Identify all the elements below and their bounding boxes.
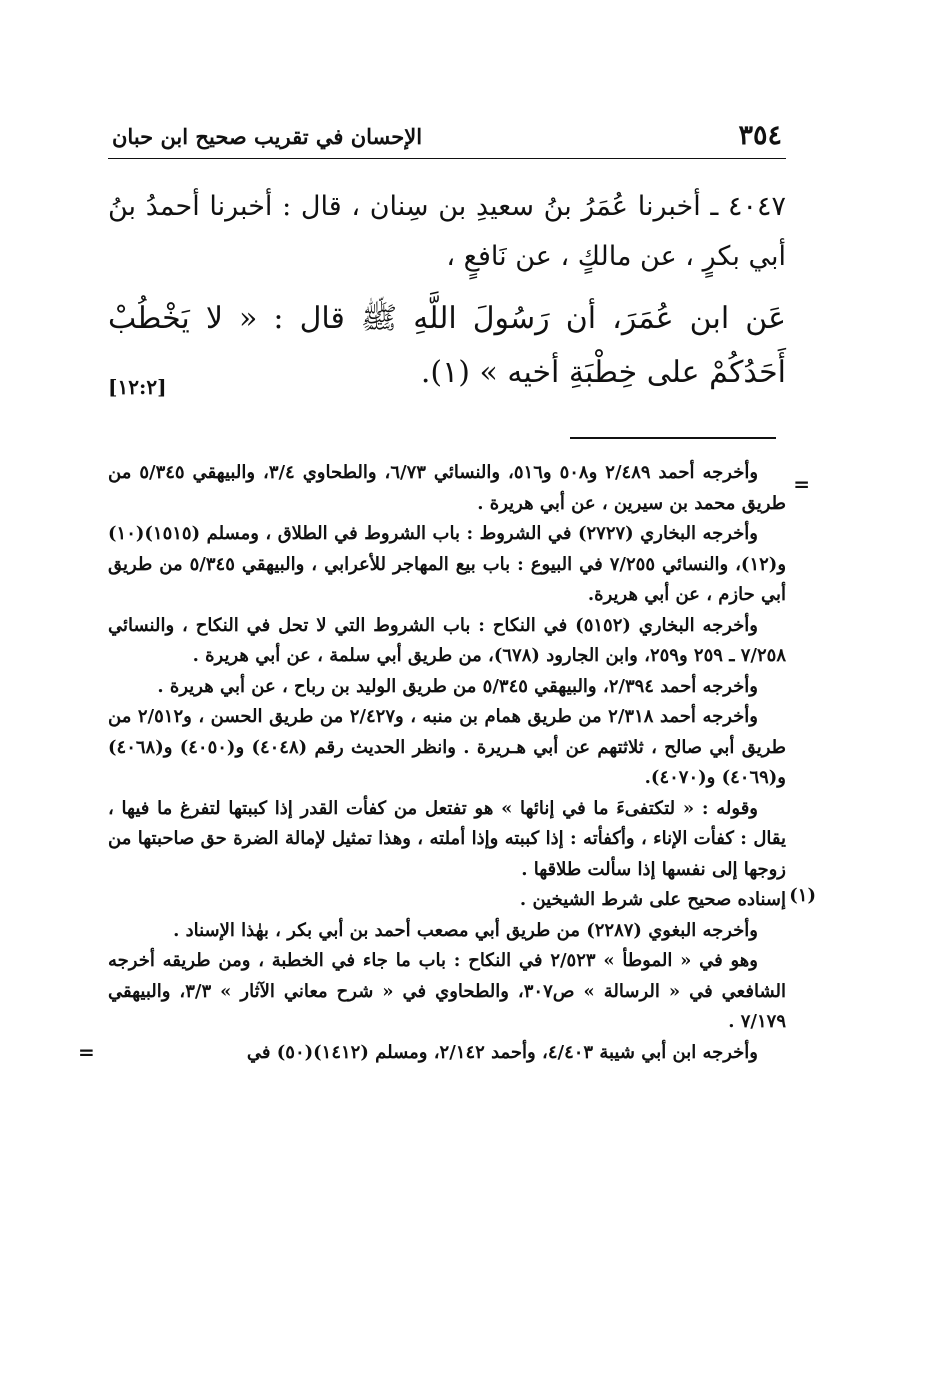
hadith-matn [108, 292, 786, 400]
hadith-reference: [١٢:٢] [108, 375, 167, 399]
hadith-matn-text: عَن ابن عُمَرَ، أن رَسُولَ اللَّهِ ﷺ قال : « لا يَخْطُبْ أَحَدُكُمْ على خِطْبَةِ أخيه » (١). [108, 301, 786, 390]
footnote-paragraph: وأخرجه أحمد ٢/٣١٨ من طريق همام بن منبه ، و٢/٤٢٧ من طريق الحسن ، و٢/٥١٢ من طريق أبي صالح ، ثلاثتهم عن أبي هـريرة . وانظر الحديث رقم (٤٠٤٨) و(٤٠٥٠) و(٤٠٦٨) و(٤٠٦٩) و(٤٠٧٠). [108, 706, 787, 788]
footnote-continued [108, 458, 810, 885]
footnote-paragraph: وقوله : « لتكتفىءَ ما في إنائها » هو تفتعل من كفأت القدر إذا كببتها لتفرغ ما فيها ، يقال : كفأت الإناء ، وأكفأته : إذا كببته وإذا أملته ، وهذا تمثيل لإمالة الضرة حق صاحبتها من زوجها إلى نفسها إذا سألت طلاقها . [108, 797, 786, 880]
footnote-paragraph: وأخرجه البخاري (٢٧٢٧) في الشروط : باب الشروط في الطلاق ، ومسلم (١٥١٥)(١٠) و(١٢)، والنسائي ٧/٢٥٥ في البيوع : باب بيع المهاجر للأعرابي ، والبيهقي ٥/٣٤٥ من طريق أبي حازم ، عن أبي هريرة. [108, 523, 787, 605]
footnote-last-line [78, 1038, 786, 1069]
footnote-1 [78, 885, 816, 1068]
page-number: ٣٥٤ [738, 120, 782, 151]
continuation-mark: = [793, 472, 810, 496]
hadith-block [108, 182, 786, 414]
footnote-paragraph: إسناده صحيح على شرط الشيخين . [519, 889, 786, 910]
hadith-isnad: ٤٠٤٧ ـ أخبرنا عُمَرُ بنُ سعيدِ بن سِنان ، قال : أخبرنا أحمدُ بنُ أبي بكرٍ ، عن مالكٍ ، عن نَافعٍ ، [108, 191, 786, 272]
footnote-paragraph: وأخرجه أحمد ٢/٣٩٤، والبيهقي ٥/٣٤٥ من طريق الوليد بن رباح ، عن أبي هريرة . [157, 675, 758, 697]
footnote-paragraph: وهو في « الموطأ » ٢/٥٢٣ في النكاح : باب ما جاء في الخطبة ، ومن طريقه أخرجه الشافعي في « الرسالة » ص٣٠٧، والطحاوي في « شرح معاني الآثار » ٣/٣، والبيهقي ٧/١٧٩ . [108, 950, 786, 1032]
page-header [108, 118, 786, 159]
running-title: الإحسان في تقريب صحيح ابن حبان [112, 124, 423, 149]
footnote-marker: (١) [789, 885, 816, 906]
footnote-separator [570, 437, 776, 439]
footnote-paragraph: وأخرجه ابن أبي شيبة ٤/٤٠٣، وأحمد ٢/١٤٢، ومسلم (١٤١٢)(٥٠) في [246, 1041, 758, 1063]
footnote-paragraph: وأخرجه البغوي (٢٢٨٧) من طريق أبي مصعب أحمد بن أبي بكر ، بهٰذا الإسناد . [173, 919, 758, 941]
footnote-paragraph: وأخرجه البخاري (٥١٥٢) في النكاح : باب الشروط التي لا تحل في النكاح ، والنسائي ٧/٢٥٨ ـ ٢٥٩ و٢٥٩، وابن الجارود (٦٧٨)، من طريق أبي سلمة ، عن أبي هريرة . [108, 614, 786, 666]
footnotes [78, 458, 816, 1068]
footnote-paragraph: وأخرجه أحمد ٢/٤٨٩ و٥٠٨ و٥١٦، والنسائي ٦/٧٣، والطحاوي ٣/٤، والبيهقي ٥/٣٤٥ من طريق محمد بن سيرين ، عن أبي هريرة . [108, 462, 786, 514]
end-continuation-mark: = [78, 1040, 95, 1064]
